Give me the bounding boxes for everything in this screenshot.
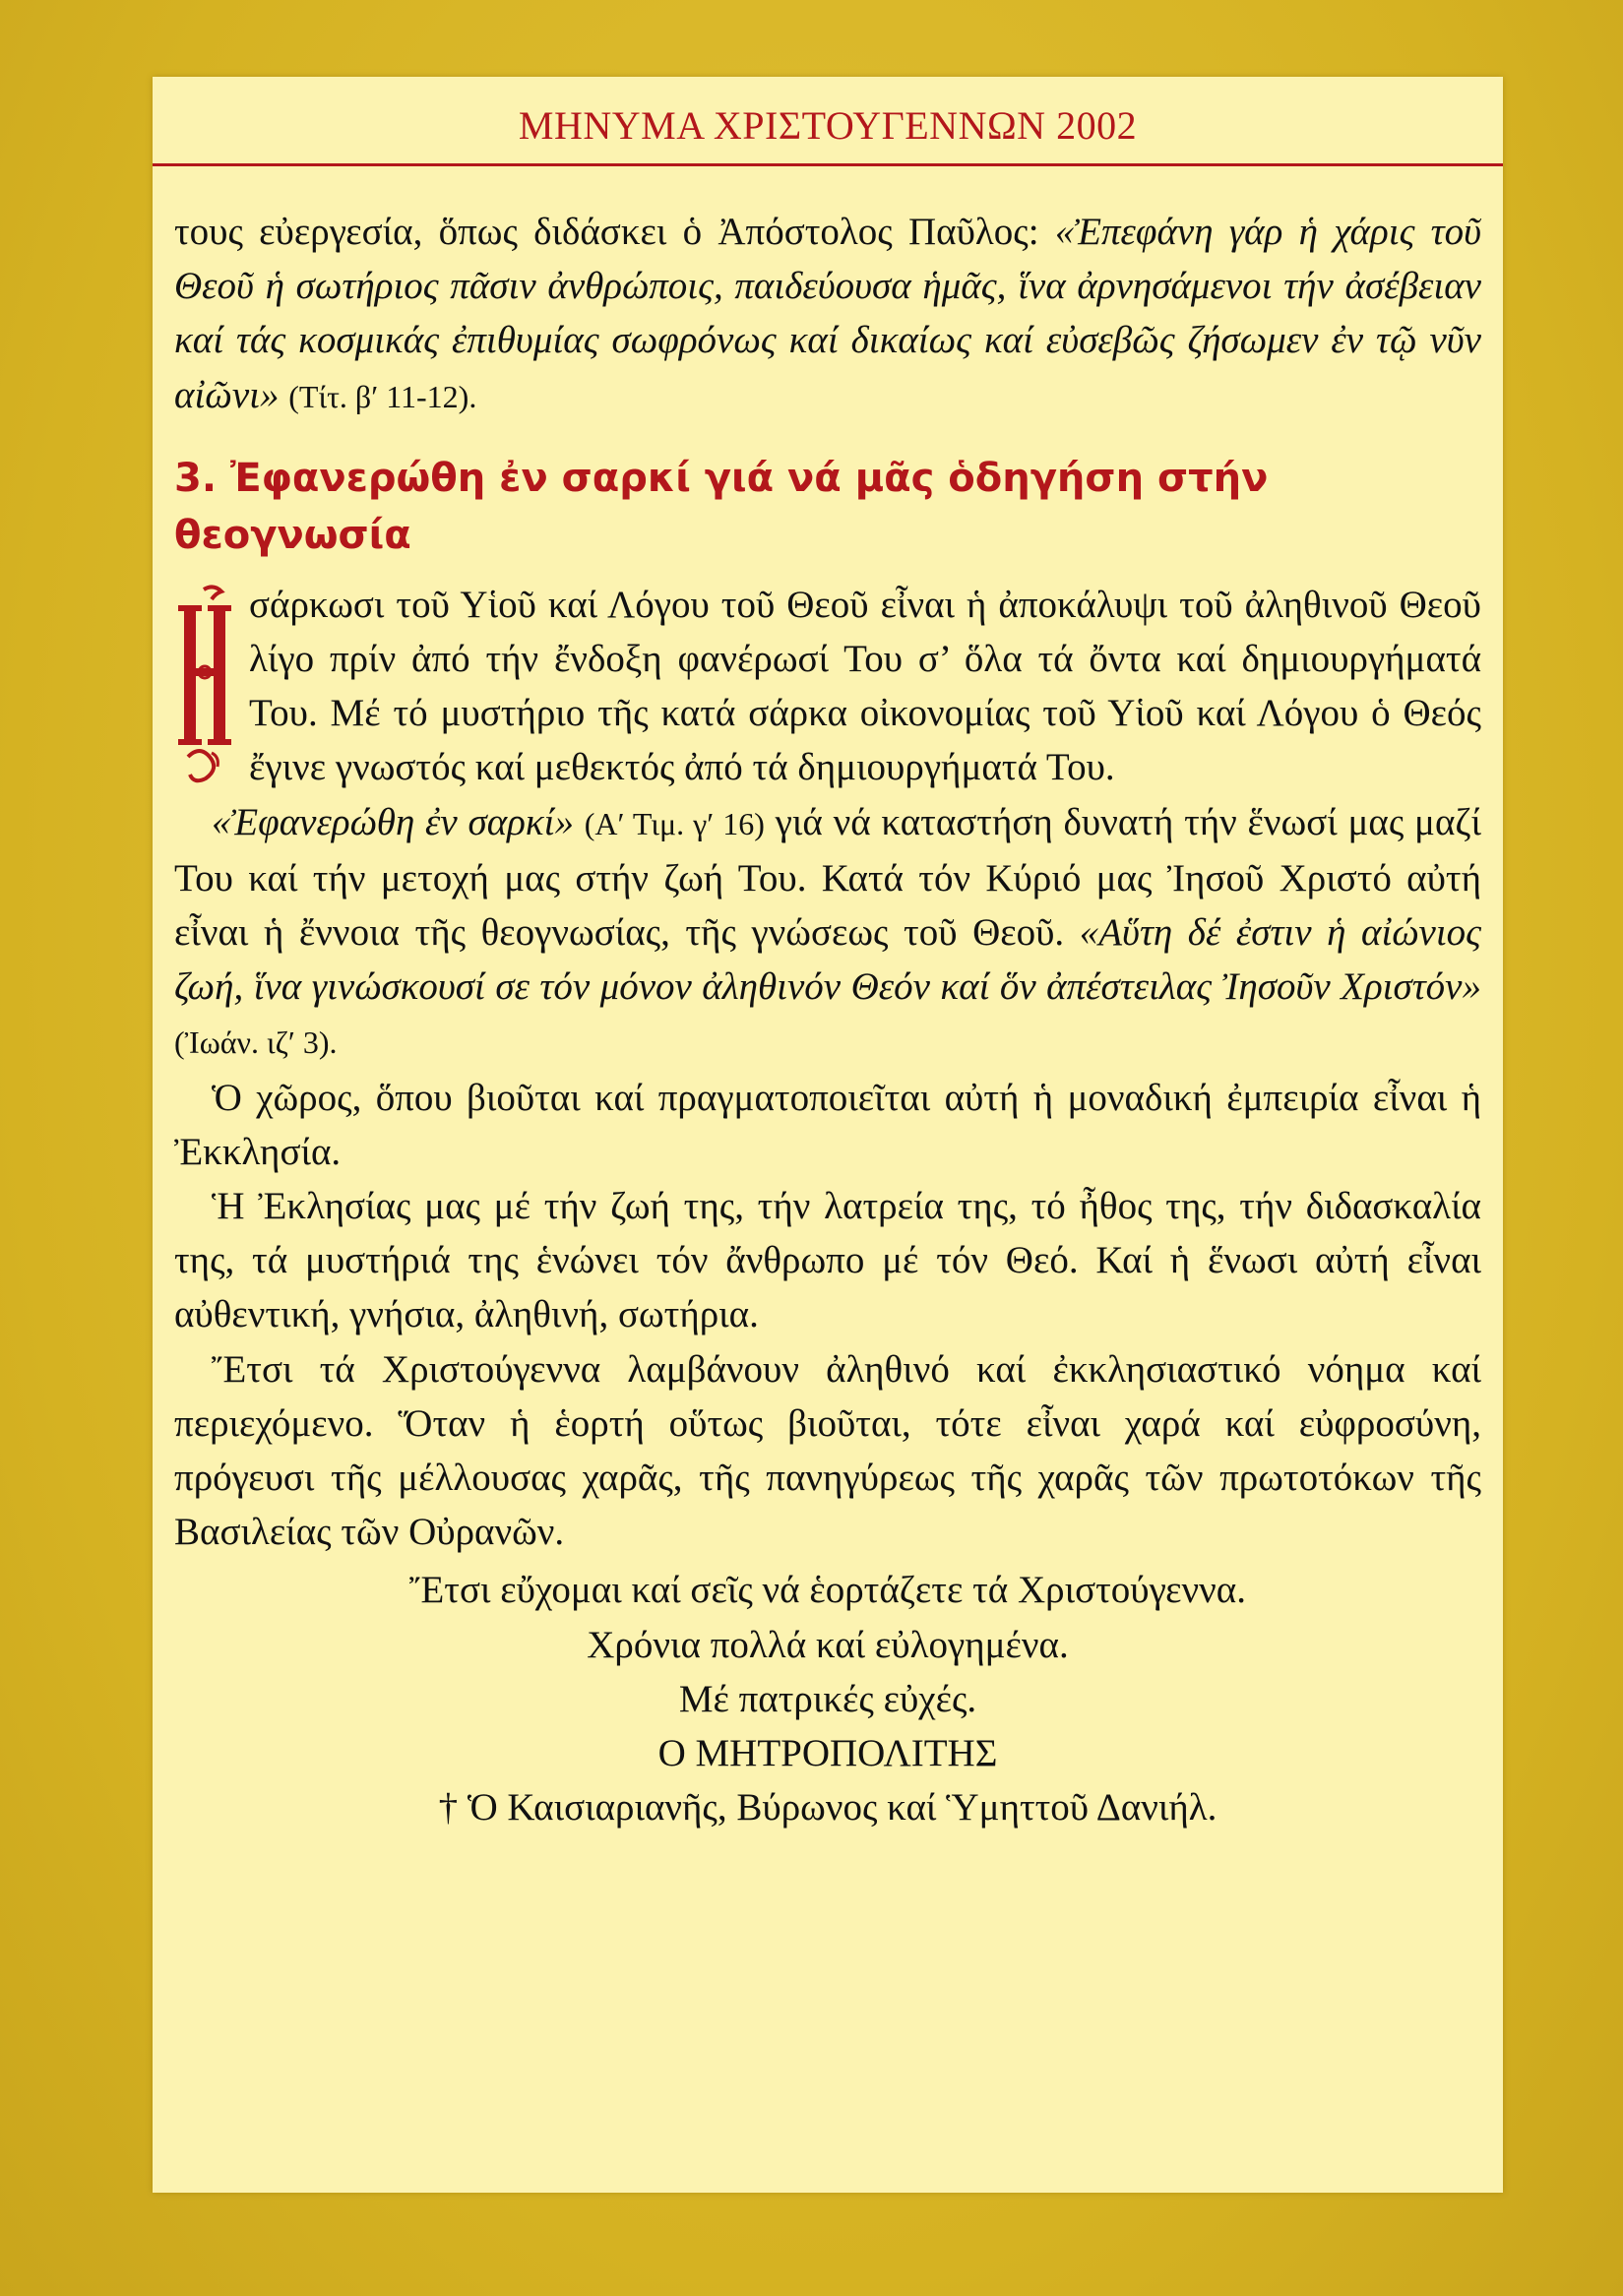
- closing-wish: Ἔτσι εὔχομαι καί σεῖς νά ἑορτάζετε τά Χριστούγεννα.: [409, 1569, 1246, 1612]
- quote-manifestation: «Ἐφανερώθη ἐν σαρκί»: [212, 800, 574, 843]
- first-paragraph-block: [174, 578, 1481, 795]
- intro-paragraph: [174, 205, 1481, 424]
- closing-greeting: Χρόνια πολλά καί εὐλογημένα.: [587, 1623, 1069, 1666]
- paragraph-church-life: Ἡ Ἐκλησίας μας μέ τήν ζωή της, τήν λατρεία της, τό ἦθος της, τήν διδασκαλία της, τά μυστήριά της ἑνώνει τόν ἄνθρωπο μέ τόν Θεό. Καί ἡ ἕνωσι αὐτή εἶναι αὐθεντική, γνήσια, ἀληθινή, σωτήρια.: [174, 1185, 1481, 1336]
- reference-john: (Ἰωάν. ιζ′ 3).: [174, 1024, 338, 1061]
- paragraph-incarnation-text: σάρκωσι τοῦ Υἱοῦ καί Λόγου τοῦ Θεοῦ εἶναι ἡ ἀποκάλυψι τοῦ ἀληθινοῦ Θεοῦ λίγο πρίν ἀπό τήν ἔνδοξη φανέρωσί Του σ’ ὅλα τά ὄντα καί δημιουργήματά Του. Μέ τό μυστήριο τῆς κατά σάρκα οἰκονομίας τοῦ Υἱοῦ καί Λόγου ὁ Θεός ἔγινε γνωστός καί μεθεκτός ἀπό τά δημιουργήματά Του.: [249, 583, 1481, 789]
- signature-name: † Ὁ Καισιαριανῆς, Βύρωνος καί Ὑμηττοῦ Δανιήλ.: [438, 1786, 1217, 1830]
- paragraph-christmas-meaning: Ἔτσι τά Χριστούγεννα λαμβάνουν ἀληθινό καί ἐκκλησιαστικό νόημα καί περιεχόμενο. Ὅταν ἡ ἑορτή οὕτως βιοῦται, τότε εἶναι χαρά καί εὐφροσύνη, πρόγευσι τῆς μέλλουσας χαρᾶς, τῆς πανηγύρεως τῆς χαρᾶς τῶν πρωτοτόκων τῆς Βασιλείας τῶν Οὐρανῶν.: [174, 1347, 1481, 1554]
- document-body: [174, 205, 1481, 1834]
- paragraph-incarnation: [174, 578, 1481, 795]
- document-page: [153, 77, 1503, 2193]
- paragraph-manifestation-text: γιά νά καταστήση δυνατή τήν ἕνωσί μας μαζί Του καί τήν μετοχή μας στήν ζωή Του. Κατά τόν Κύριό μας Ἰησοῦ Χριστό αὐτή εἶναι ἡ ἔννοια τῆς θεογνωσίας, τῆς γνώσεως τοῦ Θεοῦ.: [174, 800, 1482, 955]
- intro-reference: (Τίτ. β′ 11-12).: [288, 378, 477, 414]
- intro-text: τους εὐεργεσία, ὅπως διδάσκει ὁ Ἀπόστολος Παῦλος:: [174, 211, 1055, 253]
- section-title: 3. Ἐφανερώθη ἐν σαρκί γιά νά μᾶς ὁδηγήση στήν θεογνωσία: [174, 455, 1269, 558]
- intro-quote: «Ἐπεφάνη γάρ ἡ χάρις τοῦ Θεοῦ ἡ σωτήριος πᾶσιν ἀνθρώποις, παιδεύουσα ἡμᾶς, ἵνα ἀρνησάμενοι τήν ἀσέβειαν καί τάς κοσμικάς ἐπιθυμίας σωφρόνως καί δικαίως καί εὐσεβῶς ζήσωμεν ἐν τῷ νῦν αἰῶνι»: [174, 211, 1481, 416]
- ornamental-initial-icon: [174, 584, 235, 786]
- closing-blessing: Μέ πατρικές εὐχές.: [678, 1677, 977, 1720]
- paragraph-manifestation: [174, 795, 1481, 1071]
- reference-timothy: (Α′ Τιμ. γ′ 16): [584, 805, 765, 841]
- signature-title: Ο ΜΗΤΡΟΠΟΛΙΤΗΣ: [657, 1732, 998, 1775]
- paragraph-church-place: Ὁ χῶρος, ὅπου βιοῦται καί πραγματοποιεῖται αὐτή ἡ μοναδική ἐμπειρία εἶναι ἡ Ἐκκλησία.: [174, 1076, 1481, 1173]
- page-header: ΜΗΝΥΜΑ ΧΡΙΣΤΟΥΓΕΝΝΩΝ 2002: [518, 103, 1138, 148]
- header-rule: [153, 163, 1503, 166]
- quote-john: «Αὕτη δέ ἐστιν ἡ αἰώνιος ζωή, ἵνα γινώσκουσί σε τόν μόνον ἀληθινόν Θεόν καί ὅν ἀπέστειλας Ἰησοῦν Χριστόν»: [174, 911, 1481, 1009]
